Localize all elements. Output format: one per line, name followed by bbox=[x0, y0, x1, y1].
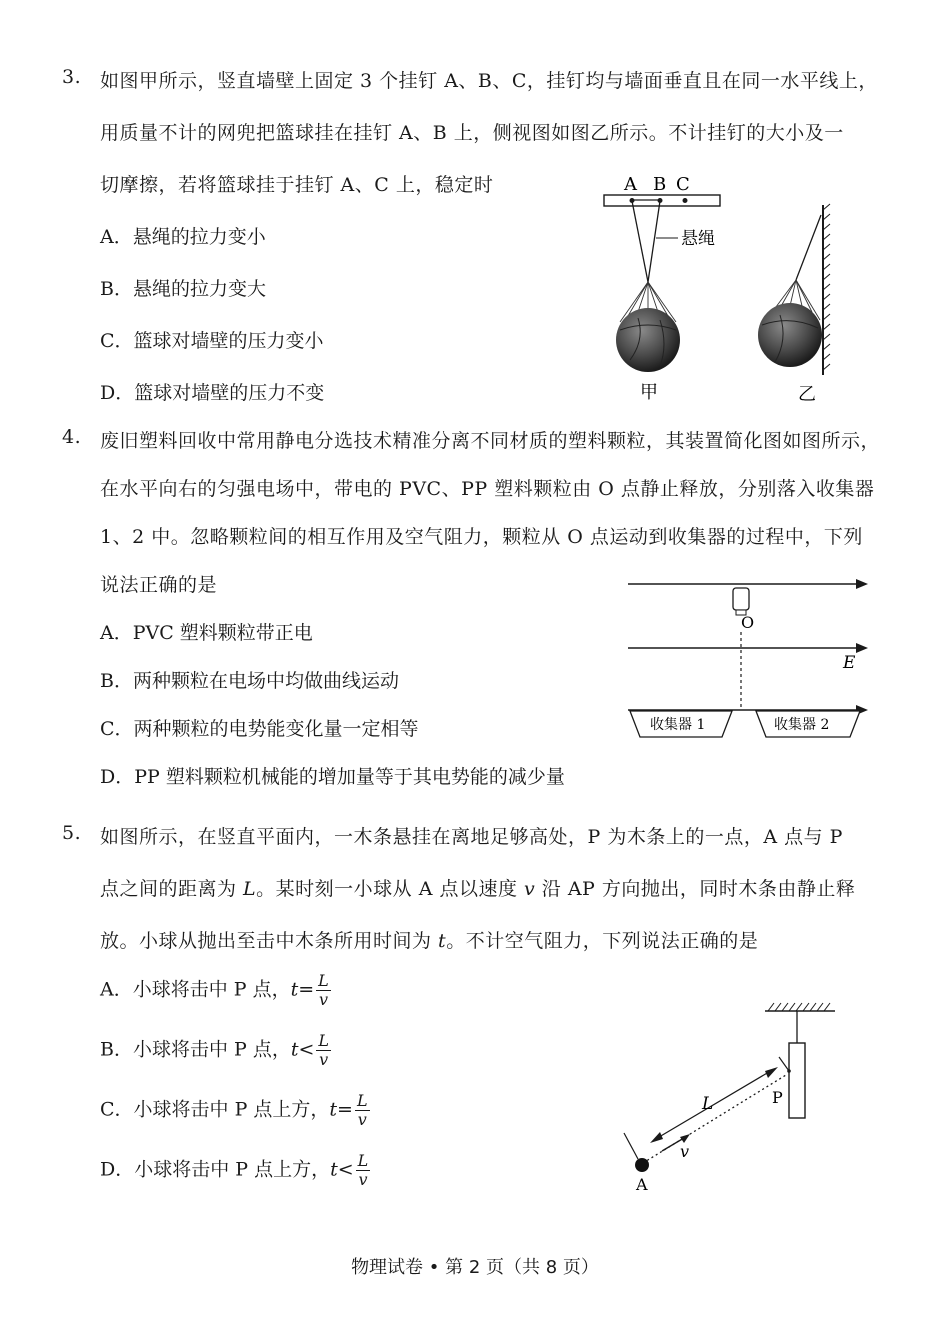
q3-line-1: 如图甲所示，竖直墙壁上固定 3 个挂钉 A、B、C，挂钉均与墙面垂直且在同一水平线上， bbox=[100, 70, 878, 92]
q5-var-v: v bbox=[524, 878, 536, 900]
q5-line-3 bbox=[100, 926, 758, 953]
q3-figure bbox=[590, 170, 850, 405]
q4-line-2: 在水平向右的匀强电场中，带电的 PVC、PP 塑料颗粒由 O 点静止释放，分别落入收集器 bbox=[100, 478, 875, 500]
q4-line-1: 废旧塑料回收中常用静电分选技术精准分离不同材质的塑料颗粒，其装置简化图如图所示， bbox=[100, 430, 881, 452]
q5-option-a-num: L bbox=[318, 971, 329, 990]
peg-a-label: A bbox=[624, 174, 637, 195]
peg-c-label: C bbox=[676, 174, 690, 195]
length-label: L bbox=[702, 1094, 714, 1114]
q5-option-b-rel: < bbox=[298, 1038, 315, 1061]
q5-option-c-den: v bbox=[357, 1110, 367, 1129]
q4-option-b: B．两种颗粒在电场中均做曲线运动 bbox=[100, 670, 399, 692]
caption-jia: 甲 bbox=[640, 382, 658, 403]
ball-a bbox=[635, 1158, 649, 1172]
q5-option-c-prefix: C．小球将击中 P 点上方， bbox=[100, 1098, 330, 1121]
point-p-label: P bbox=[772, 1088, 783, 1107]
q5-line-1: 如图所示，在竖直平面内，一木条悬挂在离地足够高处，P 为木条上的一点，A 点与 P bbox=[100, 826, 843, 848]
q5-option-a-rel: = bbox=[298, 978, 315, 1001]
caption-yi: 乙 bbox=[798, 384, 816, 405]
q5-number: 5. bbox=[62, 822, 82, 844]
q5-option-c-rel: = bbox=[337, 1098, 353, 1121]
field-label: E bbox=[843, 653, 856, 673]
wooden-stick bbox=[789, 1043, 805, 1118]
rope-label: 悬绳 bbox=[681, 229, 715, 249]
q5-line-2-c: 沿 AP 方向抛出，同时木条由静止释 bbox=[535, 878, 856, 900]
point-a-label: A bbox=[636, 1175, 648, 1194]
q5-var-t: t bbox=[438, 930, 447, 952]
q5-option-a-den: v bbox=[318, 990, 328, 1009]
point-p bbox=[787, 1069, 791, 1073]
q4-figure bbox=[620, 570, 875, 750]
q5-option-d bbox=[100, 1152, 370, 1189]
basketball-side bbox=[758, 303, 822, 367]
q3-line-2: 用质量不计的网兜把篮球挂在挂钉 A、B 上，侧视图如图乙所示。不计挂钉的大小及一 bbox=[100, 122, 844, 144]
q5-option-d-num: L bbox=[357, 1151, 369, 1170]
q3-option-a: A．悬绳的拉力变小 bbox=[100, 226, 266, 248]
q5-var-l: L bbox=[243, 878, 257, 900]
velocity-label: v bbox=[680, 1142, 690, 1161]
q5-option-b-prefix: B．小球将击中 P 点， bbox=[100, 1038, 291, 1061]
rope-side bbox=[796, 215, 821, 280]
q4-option-d: D．PP 塑料颗粒机械能的增加量等于其电势能的减少量 bbox=[100, 766, 565, 788]
q3-option-d: D．篮球对墙壁的压力不变 bbox=[100, 382, 325, 404]
q5-option-b-num: L bbox=[318, 1031, 330, 1050]
q5-line-3-a: 放。小球从抛出至击中木条所用时间为 bbox=[100, 930, 439, 952]
q5-option-b bbox=[100, 1032, 331, 1069]
q3-line-3: 切摩擦，若将篮球挂于挂钉 A、C 上，稳定时 bbox=[100, 174, 494, 196]
q5-line-3-b: 。不计空气阻力，下列说法正确的是 bbox=[446, 930, 759, 952]
q5-option-a-var: t bbox=[290, 978, 299, 1001]
q3-option-c: C．篮球对墙壁的压力变小 bbox=[100, 330, 324, 352]
q4-option-a: A．PVC 塑料颗粒带正电 bbox=[100, 622, 313, 644]
q3-number: 3. bbox=[62, 66, 82, 88]
q5-option-a-fraction bbox=[316, 972, 331, 1009]
q5-option-a-prefix: A．小球将击中 P 点， bbox=[100, 978, 291, 1001]
q4-line-4: 说法正确的是 bbox=[100, 574, 218, 596]
q5-option-c bbox=[100, 1092, 370, 1129]
q5-option-b-fraction bbox=[316, 1032, 331, 1069]
collector-1-label: 收集器 1 bbox=[650, 717, 706, 733]
q5-option-c-num: L bbox=[356, 1091, 368, 1110]
q4-option-c: C．两种颗粒的电势能变化量一定相等 bbox=[100, 718, 419, 740]
collector-2-label: 收集器 2 bbox=[774, 717, 830, 733]
q3-option-b: B．悬绳的拉力变大 bbox=[100, 278, 266, 300]
q5-option-d-var: t bbox=[330, 1158, 338, 1181]
q5-option-c-var: t bbox=[329, 1098, 338, 1121]
q5-line-2-a: 点之间的距离为 bbox=[100, 878, 244, 900]
rope-left bbox=[632, 201, 648, 282]
q4-line-3: 1、2 中。忽略颗粒间的相互作用及空气阻力，颗粒从 O 点运动到收集器的过程中，下列 bbox=[100, 526, 863, 548]
page-footer: 物理试卷 • 第 2 页（共 8 页） bbox=[351, 1257, 599, 1278]
peg-b-label: B bbox=[653, 174, 667, 195]
q5-option-d-prefix: D．小球将击中 P 点上方， bbox=[100, 1158, 331, 1181]
q5-line-2 bbox=[100, 874, 855, 901]
q5-option-d-den: v bbox=[358, 1170, 368, 1189]
q5-option-a bbox=[100, 972, 331, 1009]
q5-line-2-b: 。某时刻一小球从 A 点以速度 bbox=[256, 878, 525, 900]
q5-figure bbox=[610, 995, 850, 1195]
basketball-front bbox=[616, 308, 680, 372]
q5-option-b-den: v bbox=[319, 1050, 329, 1069]
rope-right bbox=[648, 201, 660, 282]
feeder bbox=[733, 588, 749, 610]
peg-c bbox=[683, 198, 688, 203]
q5-option-c-fraction bbox=[355, 1092, 370, 1129]
q5-option-d-rel: < bbox=[337, 1158, 354, 1181]
q5-option-b-var: t bbox=[290, 1038, 299, 1061]
q5-option-d-fraction bbox=[356, 1152, 371, 1189]
point-o-label: O bbox=[741, 613, 755, 632]
q4-number: 4. bbox=[62, 426, 82, 448]
